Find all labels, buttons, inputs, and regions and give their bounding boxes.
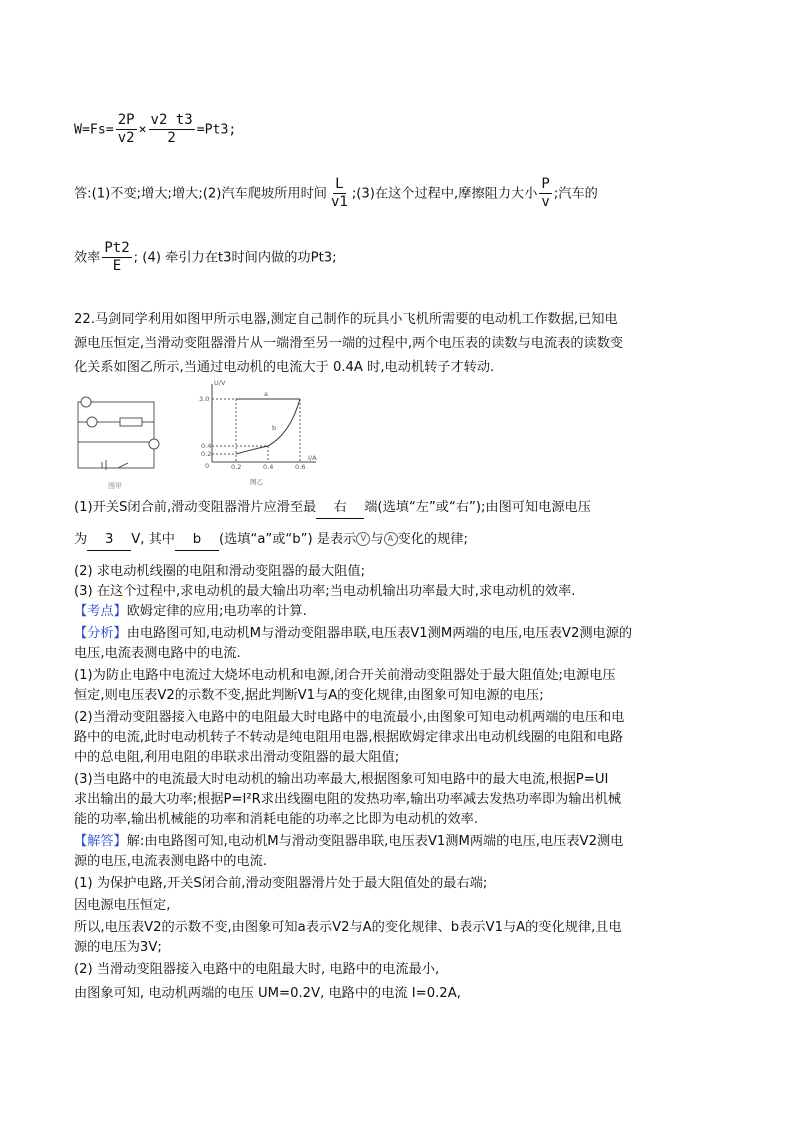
fenxi-line-2: 电压,电流表测电路中的电流.: [74, 646, 241, 661]
circuit-caption: 图甲: [108, 482, 122, 490]
fraction-v2t3-2: $\frac{v2 t3}{2}$: [150, 112, 193, 146]
jieda-line-6: 源的电压为3V;: [74, 940, 162, 955]
answer-blank-2: 3: [87, 530, 131, 551]
voltmeter-icon: V: [356, 532, 370, 546]
ammeter-icon: A: [384, 532, 398, 546]
answer-line-1: 答:(1)不变;增大;增大;(2)汽车爬坡所用时间 $\frac{L}{v1}$ ;(3)在这个过程中,摩擦阻力大小 $\frac{P}{v}$ ;汽车的: [74, 176, 598, 210]
jieda-line-7: (2) 当滑动变阻器接入电路中的电阻最大时, 电路中的电流最小,: [74, 962, 440, 977]
fenxi-line-9: 求出输出的最大功率;根据P=I²R求出线圈电阻的发热功率,输出功率减去发热功率即为输出机械: [74, 792, 622, 807]
fraction-pt2-e: $\frac{Pt2}{E}$: [104, 240, 130, 274]
x-tick-06: 0.6: [295, 463, 306, 471]
jieda-line-5: 所以,电压表V2的示数不变,由图象可知a表示V2与A的变化规律、b表示V1与A的变化规律,且电: [74, 920, 622, 935]
kaodian-tag: 【考点】: [74, 604, 127, 619]
y-tick-02: 0.2: [201, 450, 212, 458]
sub1-line-2: 为 3 V, 其中 b (选填“a”或“b”) 是表示 V 与 A 变化的规律;: [74, 530, 468, 551]
y-tick-04: 0.4: [201, 442, 212, 450]
fenxi-line-5: (2)当滑动变阻器接入电路中的电阻最大时电路中的电流最小,由图象可知电动机两端的电压和电: [74, 710, 625, 725]
sub2-line: (2) 求电动机线圈的电阻和滑动变阻器的最大阻值;: [74, 564, 366, 579]
q22-line-1: 22.马剑同学利用如图甲所示电器,测定自己制作的玩具小飞机所需要的电动机工作数据,已知电: [74, 312, 618, 327]
x-tick-02: 0.2: [231, 463, 242, 471]
fraction-l-v1: $\frac{L}{v1}$: [330, 176, 348, 210]
y-tick-3: 3.0: [199, 395, 210, 403]
x-tick-04: 0.4: [263, 463, 274, 471]
label-a: a: [264, 390, 268, 398]
x-axis-label: I/A: [308, 454, 317, 462]
fraction-p-v: $\frac{P}{v}$: [541, 176, 550, 210]
fenxi-line-10: 能的功率,输出机械能的功率和消耗电能的功率之比即为电动机的效率.: [74, 812, 479, 827]
sub3-line: (3) 在这个过程中,求电动机的最大输出功率;当电动机输出功率最大时,求电动机的效率.: [74, 584, 576, 599]
fenxi-line-6: 路中的电流,此时电动机转子不转动是纯电阻用电器,根据欧姆定律求出电动机线圈的电阻和电路: [74, 730, 624, 745]
answer-blank-1: 右: [316, 498, 364, 519]
circuit-diagram: [72, 392, 172, 490]
fenxi-line-7: 中的总电阻,利用电阻的串联求出滑动变阻器的最大阻值;: [74, 750, 400, 765]
q22-line-2: 源电压恒定,当滑动变阻器滑片从一端滑至另一端的过程中,两个电压表的读数与电流表的读数变: [74, 336, 624, 351]
jieda-line-8: 由图象可知, 电动机两端的电压 UM=0.2V, 电路中的电流 I=0.2A,: [74, 986, 461, 1001]
work-formula: W=Fs= $\frac{2P}{v2}$ × $\frac{v2 t3}{2}$ =Pt3;: [74, 112, 237, 146]
fenxi-line-1: 【分析】由电路图可知,电动机M与滑动变阻器串联,电压表V1测M两端的电压,电压表V2测电源的: [74, 626, 633, 641]
fraction-2p-v2: $\frac{2P}{v2}$: [117, 112, 135, 146]
jieda-tag: 【解答】: [74, 834, 127, 849]
jieda-line-3: (1) 为保护电路,开关S闭合前,滑动变阻器滑片处于最大阻值处的最右端;: [74, 876, 488, 891]
fenxi-line-8: (3)当电路中的电流最大时电动机的输出功率最大,根据图象可知电路中的最大电流,根据P=UI: [74, 772, 609, 787]
graph-caption: 图乙: [250, 478, 263, 486]
sub1-line-1: (1)开关S闭合前,滑动变阻器滑片应滑至最 右 端(选填“左”或“右”);由图可知电源电压: [74, 498, 591, 519]
fenxi-line-4: 恒定,则电压表V2的示数不变,据此判断V1与A的变化规律,由图象可知电源的电压;: [74, 688, 544, 703]
label-b: b: [272, 424, 277, 432]
y-tick-0: 0: [205, 462, 210, 470]
answer-line-2: 效率 $\frac{Pt2}{E}$ ; (4) 牵引力在t3时间内做的功Pt3;: [74, 240, 337, 274]
q22-line-3: 化关系如图乙所示,当通过电动机的电流大于 0.4A 时,电动机转子才转动.: [74, 360, 495, 375]
kaodian-line: 【考点】欧姆定律的应用;电功率的计算.: [74, 604, 307, 619]
jieda-line-1: 【解答】解:由电路图可知,电动机M与滑动变阻器串联,电压表V1测M两端的电压,电压表V2测电: [74, 834, 624, 849]
fenxi-line-3: (1)为防止电路中电流过大烧坏电动机和电源,闭合开关前滑动变阻器处于最大阻值处;电源电压: [74, 668, 616, 683]
answer-blank-3: b: [175, 530, 219, 551]
fenxi-tag: 【分析】: [74, 626, 127, 641]
u-i-graph: [198, 378, 328, 490]
jieda-line-2: 源的电压,电流表测电路中的电流.: [74, 854, 268, 869]
jieda-line-4: 因电源电压恒定,: [74, 898, 171, 913]
y-axis-label: U/V: [214, 379, 226, 387]
